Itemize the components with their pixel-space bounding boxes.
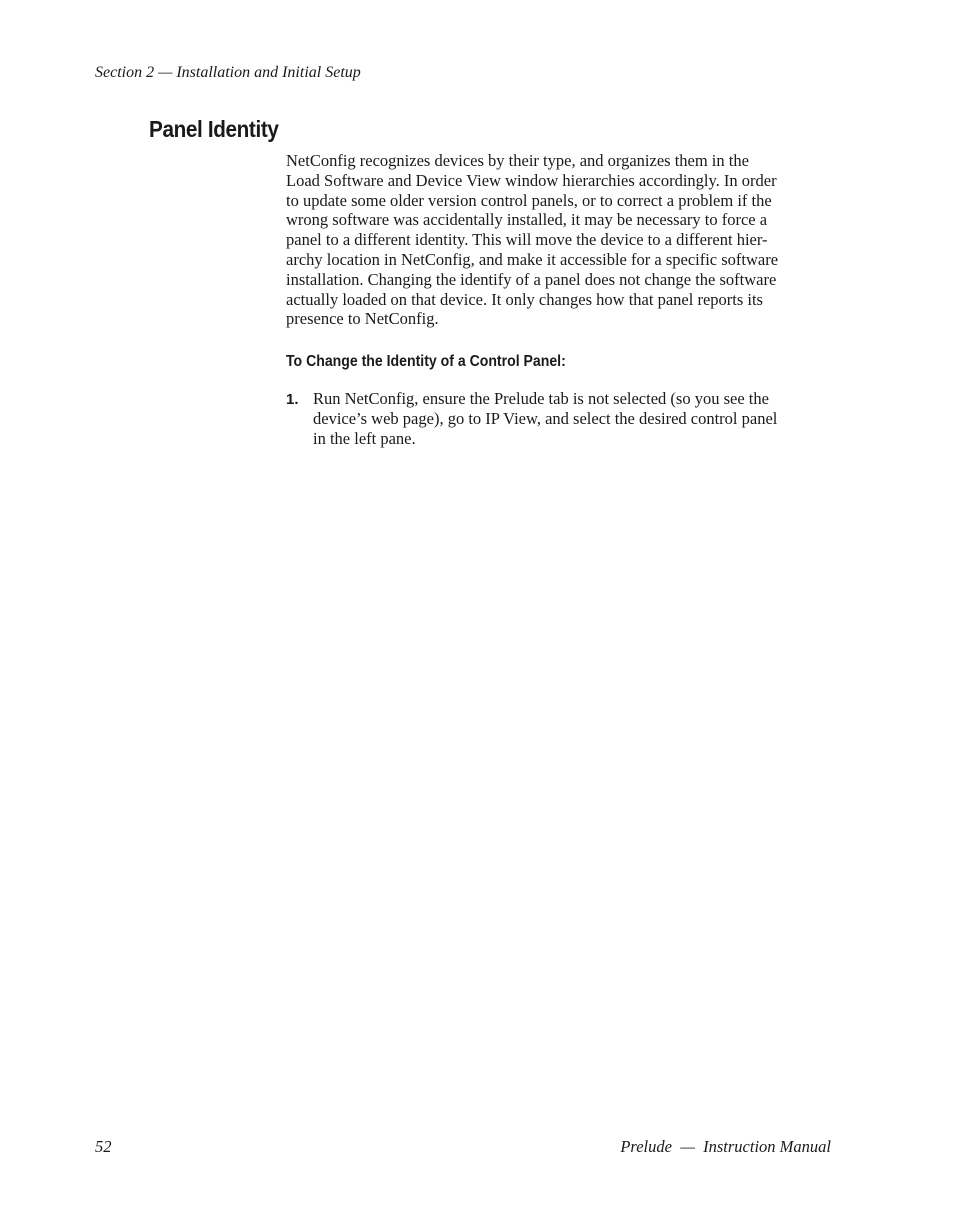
step-line: in the left pane. — [313, 428, 416, 448]
footer-manual-title: Prelude — Instruction Manual — [620, 1137, 831, 1156]
step-line: device’s web page), go to IP View, and select the desired control panel — [313, 408, 778, 428]
step-text — [313, 389, 833, 448]
paragraph-line: panel to a different identity. This will move the device to a different hier- — [286, 230, 768, 250]
step-line: Run NetConfig, ensure the Prelude tab is not selected (so you see the — [313, 389, 769, 408]
page-number: 52 — [95, 1137, 112, 1156]
paragraph-line: archy location in NetConfig, and make it accessible for a specific software — [286, 249, 779, 269]
paragraph-line: installation. Changing the identify of a panel does not change the software — [286, 269, 777, 289]
paragraph-line: wrong software was accidentally installed, it may be necessary to force a — [286, 210, 768, 230]
paragraph-line: to update some older version control panels, or to correct a problem if the — [286, 190, 772, 210]
procedure-heading: To Change the Identity of a Control Panel: — [286, 353, 566, 370]
step-number: 1. — [286, 391, 299, 408]
paragraph-line: NetConfig recognizes devices by their type, and organizes them in the — [286, 151, 749, 170]
running-header: Section 2 — Installation and Initial Setup — [95, 64, 361, 81]
paragraph-line: Load Software and Device View window hierarchies accordingly. In order — [286, 170, 777, 190]
paragraph-line: actually loaded on that device. It only changes how that panel reports its — [286, 289, 763, 309]
paragraph-line: presence to NetConfig. — [286, 309, 439, 329]
section-title: Panel Identity — [149, 116, 279, 142]
intro-paragraph — [286, 151, 831, 329]
